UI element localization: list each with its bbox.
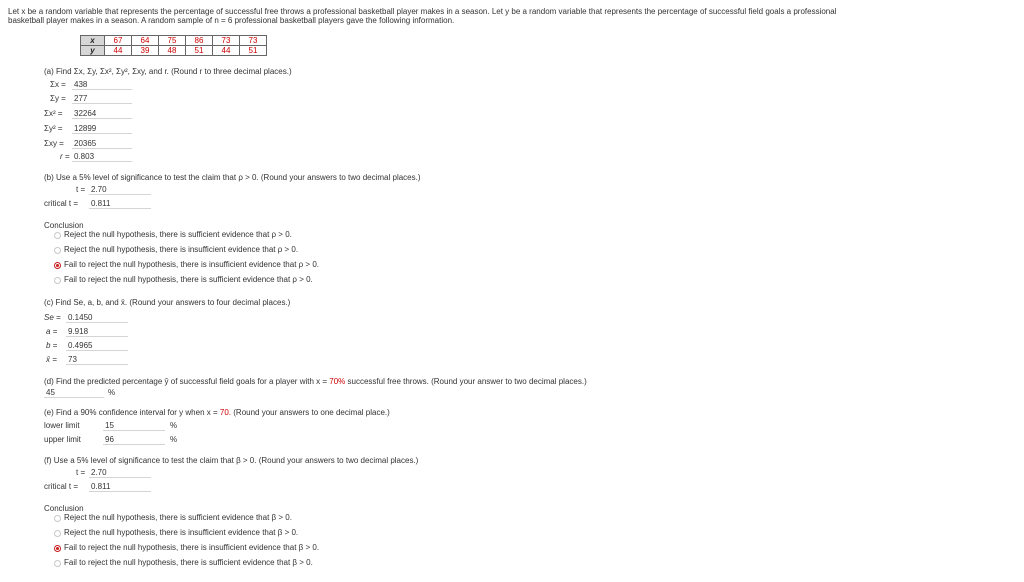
b-value: 0.4965 — [68, 341, 93, 350]
y-cell: 44 — [105, 46, 132, 56]
sum-x-value: 438 — [74, 80, 88, 89]
part-b-critical-t-label: critical t = — [44, 199, 79, 208]
xbar-input[interactable] — [66, 353, 128, 365]
y-cell: 44 — [213, 46, 240, 56]
y-cell: 51 — [186, 46, 213, 56]
x-cell: 73 — [213, 36, 240, 46]
part-b-t-label: t = — [76, 185, 86, 194]
part-f-option-label[interactable]: Fail to reject the null hypothesis, there is sufficient evidence that β > 0. — [64, 558, 313, 567]
sum-y2-input[interactable] — [72, 122, 132, 134]
lower-limit-input[interactable] — [103, 419, 165, 431]
x-cell: 67 — [105, 36, 132, 46]
sum-y-label: Σy = — [50, 94, 66, 103]
x-cell: 64 — [132, 36, 159, 46]
part-b-option-label[interactable]: Reject the null hypothesis, there is insufficient evidence that ρ > 0. — [64, 245, 299, 254]
yhat-value: 45 — [46, 388, 55, 397]
part-d-prompt-value: 70% — [329, 377, 346, 386]
se-input[interactable] — [66, 311, 128, 323]
part-f-option-label[interactable]: Reject the null hypothesis, there is insufficient evidence that β > 0. — [64, 528, 299, 537]
lower-limit-value: 15 — [105, 421, 114, 430]
part-f-critical-t-label: critical t = — [44, 482, 79, 491]
part-f-option-radio[interactable] — [54, 515, 61, 522]
sum-xy-input[interactable] — [72, 137, 132, 149]
y-cell: 48 — [159, 46, 186, 56]
sum-y-value: 277 — [74, 94, 88, 103]
x-row — [81, 36, 267, 46]
part-a-prompt: (a) Find Σx, Σy, Σx², Σy², Σxy, and r. (Round r to three decimal places.) — [44, 67, 292, 76]
upper-limit-input[interactable] — [103, 433, 165, 445]
data-table — [80, 35, 267, 56]
part-f-option-radio[interactable] — [54, 530, 61, 537]
upper-limit-label: upper limit — [44, 435, 81, 444]
problem-intro-line2: basketball player makes in a season. A random sample of n = 6 professional basketball players gave the following information. — [8, 16, 455, 25]
upper-limit-unit: % — [170, 435, 178, 444]
x-header: x — [81, 36, 105, 46]
part-d-prompt-pre: (d) Find the predicted percentage ŷ of successful field goals for a player with x = — [44, 377, 328, 386]
yhat-unit: % — [108, 388, 116, 397]
r-input[interactable] — [72, 150, 132, 162]
y-cell: 39 — [132, 46, 159, 56]
sum-x2-input[interactable] — [72, 107, 132, 119]
b-input[interactable] — [66, 339, 128, 351]
part-b-option-label[interactable]: Fail to reject the null hypothesis, there is sufficient evidence that ρ > 0. — [64, 275, 313, 284]
sum-xy-label: Σxy = — [44, 139, 64, 148]
part-b-critical-t-input[interactable] — [89, 197, 151, 209]
part-f-t-label: t = — [76, 468, 86, 477]
part-b-prompt: (b) Use a 5% level of significance to test the claim that ρ > 0. (Round your answers to two decimal places.) — [44, 173, 421, 182]
part-f-critical-t-input[interactable] — [89, 480, 151, 492]
b-label: b = — [46, 341, 58, 350]
r-label: r = — [60, 152, 70, 161]
sum-x2-label: Σx² = — [44, 109, 63, 118]
part-b-conclusion-label: Conclusion — [44, 221, 84, 230]
part-f-option-radio-selected[interactable] — [54, 545, 61, 552]
part-b-t-input[interactable] — [89, 183, 151, 195]
se-value: 0.1450 — [68, 313, 93, 322]
sum-x2-value: 32264 — [74, 109, 97, 118]
sum-y-input[interactable] — [72, 92, 132, 104]
part-d-prompt-post: successful free throws. (Round your answer to two decimal places.) — [347, 377, 587, 386]
sum-xy-value: 20365 — [74, 139, 97, 148]
part-d-prompt — [44, 377, 587, 386]
part-f-conclusion-label: Conclusion — [44, 504, 84, 513]
xbar-value: 73 — [68, 355, 77, 364]
part-f-option-label[interactable]: Fail to reject the null hypothesis, there is insufficient evidence that β > 0. — [64, 543, 320, 552]
lower-limit-label: lower limit — [44, 421, 80, 430]
sum-y2-label: Σy² = — [44, 124, 63, 133]
part-b-option-radio[interactable] — [54, 247, 61, 254]
part-f-critical-t-value: 0.811 — [91, 482, 111, 491]
part-e-prompt-pre: (e) Find a 90% confidence interval for y when x = — [44, 408, 218, 417]
yhat-input[interactable] — [44, 386, 104, 398]
problem-intro-line1: Let x be a random variable that represents the percentage of successful free throws a professional basketball player makes in a season. Let y be a random variable that represents the percentage of successful field goals a professional — [8, 7, 837, 16]
part-c-prompt: (c) Find Se, a, b, and x̄. (Round your answers to four decimal places.) — [44, 298, 291, 307]
r-value: 0.803 — [74, 152, 95, 161]
sum-y2-value: 12899 — [74, 124, 97, 133]
sum-x-input[interactable] — [72, 78, 132, 90]
se-label: Se = — [44, 313, 61, 322]
lower-limit-unit: % — [170, 421, 178, 430]
part-b-critical-t-value: 0.811 — [91, 199, 111, 208]
x-cell: 73 — [240, 36, 267, 46]
a-input[interactable] — [66, 325, 128, 337]
upper-limit-value: 96 — [105, 435, 114, 444]
part-b-t-value: 2.70 — [91, 185, 107, 194]
part-f-option-label[interactable]: Reject the null hypothesis, there is sufficient evidence that β > 0. — [64, 513, 292, 522]
a-label: a = — [46, 327, 58, 336]
y-header: y — [81, 46, 105, 56]
part-b-option-radio-selected[interactable] — [54, 262, 61, 269]
part-e-prompt-value: 70. — [219, 408, 232, 417]
part-f-t-input[interactable] — [89, 466, 151, 478]
a-value: 9.918 — [68, 327, 89, 336]
part-e-prompt — [44, 408, 390, 417]
part-b-option-radio[interactable] — [54, 232, 61, 239]
y-row — [81, 46, 267, 56]
xbar-label: x̄ = — [46, 355, 57, 364]
part-e-prompt-post: (Round your answers to one decimal place.) — [233, 408, 390, 417]
sum-x-label: Σx = — [50, 80, 66, 89]
part-f-t-value: 2.70 — [91, 468, 107, 477]
part-f-option-radio[interactable] — [54, 560, 61, 567]
x-cell: 86 — [186, 36, 213, 46]
part-b-option-label[interactable]: Reject the null hypothesis, there is sufficient evidence that ρ > 0. — [64, 230, 292, 239]
part-b-option-label[interactable]: Fail to reject the null hypothesis, there is insufficient evidence that ρ > 0. — [64, 260, 319, 269]
y-cell: 51 — [240, 46, 267, 56]
part-b-option-radio[interactable] — [54, 277, 61, 284]
part-f-prompt: (f) Use a 5% level of significance to test the claim that β > 0. (Round your answers to two decimal places.) — [44, 456, 419, 465]
x-cell: 75 — [159, 36, 186, 46]
